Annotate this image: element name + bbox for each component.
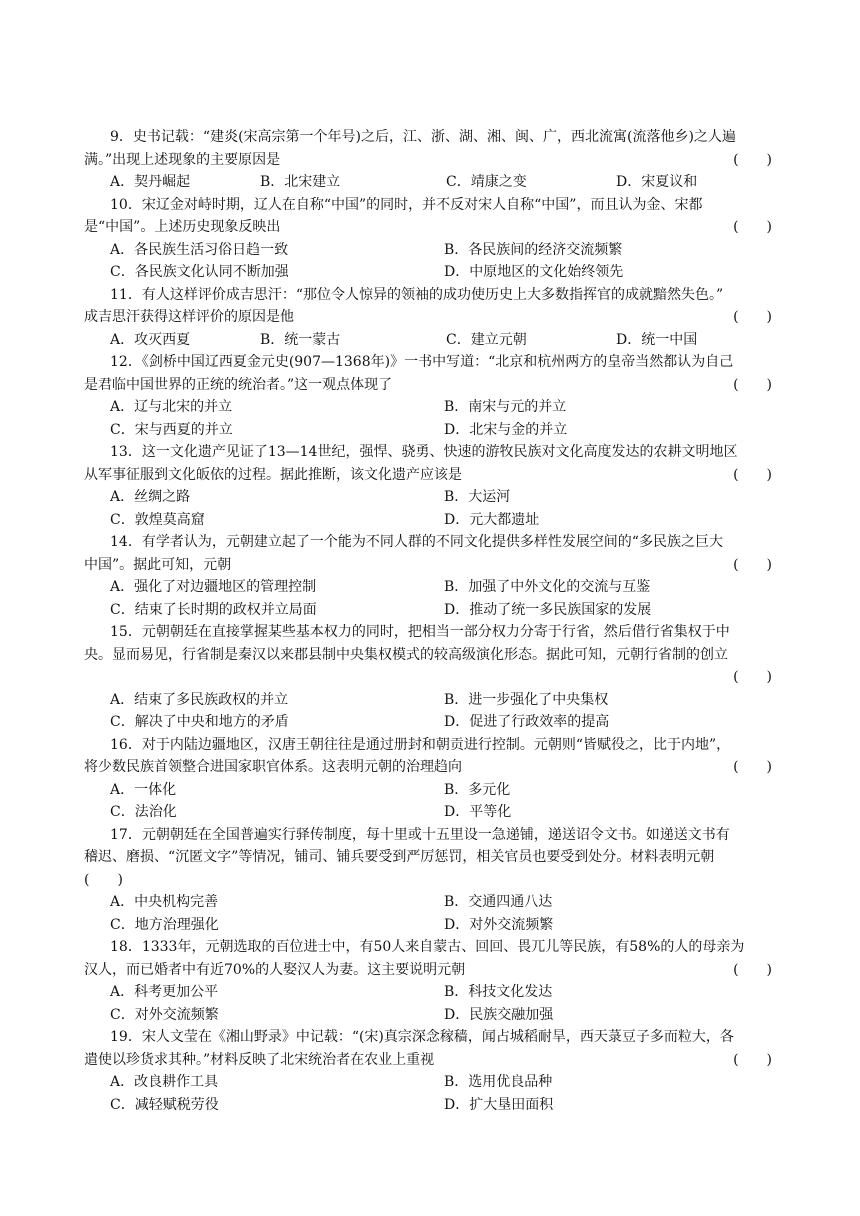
option-row <box>84 1094 778 1117</box>
answer-bracket[interactable]: ( ) <box>733 219 772 235</box>
stem-text: 16．对于内陆边疆地区，汉唐王朝往往是通过册封和朝贡进行控制。元朝则“皆赋役之，比于内地”， <box>110 736 731 753</box>
stem-text: 将少数民族首领整合进国家职官体系。这表明元朝的治理趋向 <box>84 759 462 775</box>
question-stem-line <box>84 441 778 464</box>
question-14 <box>84 531 778 621</box>
answer-bracket[interactable]: ( ) <box>733 309 772 325</box>
question-stem-line <box>84 1026 778 1049</box>
option-row <box>84 396 778 419</box>
stem-text: 中国”。据此可知，元朝 <box>84 556 232 573</box>
option-a[interactable]: A．强化了对边疆地区的管理控制 <box>110 579 317 595</box>
option-row <box>84 891 778 914</box>
option-d[interactable]: D．扩大垦田面积 <box>444 1096 554 1113</box>
option-c[interactable]: C．各民族文化认同不断加强 <box>110 264 289 280</box>
question-stem-line <box>84 284 778 307</box>
question-stem-line <box>84 1049 778 1072</box>
option-c[interactable]: C．宋与西夏的并立 <box>110 421 233 438</box>
question-stem-line <box>84 306 778 329</box>
option-a[interactable]: A．科考更加公平 <box>110 984 219 1000</box>
option-d[interactable]: D．宋夏议和 <box>616 174 698 190</box>
option-row <box>84 419 778 442</box>
question-stem-line <box>84 666 778 689</box>
question-17 <box>84 824 778 937</box>
question-10 <box>84 194 778 284</box>
question-stem-line <box>84 554 778 577</box>
question-stem-line <box>84 734 778 757</box>
question-stem-line <box>84 824 778 847</box>
question-stem-line <box>84 959 778 982</box>
stem-text: 央。显而易见，行省制是秦汉以来郡县制中央集权模式的较高级演化形态。据此可知，元朝行省制的创立 <box>84 646 728 663</box>
question-19 <box>84 1026 778 1116</box>
option-b[interactable]: B．多元化 <box>444 781 511 798</box>
answer-bracket[interactable]: ( ) <box>733 556 772 573</box>
option-c[interactable]: C．地方治理强化 <box>110 916 219 933</box>
question-stem-line <box>84 869 778 892</box>
option-row <box>84 689 778 712</box>
question-stem-line <box>84 531 778 554</box>
option-d[interactable]: D．推动了统一多民族国家的发展 <box>444 601 652 618</box>
option-a[interactable]: A．各民族生活习俗日趋一致 <box>110 241 289 258</box>
option-c[interactable]: C．结束了长时期的政权并立局面 <box>110 601 317 618</box>
option-b[interactable]: B．加强了中外文化的交流与互鉴 <box>444 579 651 595</box>
stem-text: 汉人，而已婚者中有近70%的人娶汉人为妻。这主要说明元朝 <box>84 961 466 978</box>
option-row <box>84 779 778 802</box>
option-row <box>84 171 778 194</box>
option-c[interactable]: C．减轻赋税劳役 <box>110 1096 219 1113</box>
stem-text: 是“中国”。上述历史现象反映出 <box>84 219 281 235</box>
stem-text: 从军事征服到文化皈依的过程。据此推断，该文化遗产应该是 <box>84 466 462 483</box>
option-b[interactable]: B．各民族间的经济交流频繁 <box>444 241 623 258</box>
option-row <box>84 486 778 509</box>
option-a[interactable]: A．一体化 <box>110 781 177 798</box>
option-a[interactable]: A．契丹崛起 <box>110 174 191 190</box>
option-row <box>84 801 778 824</box>
option-row <box>84 1071 778 1094</box>
option-a[interactable]: A．改良耕作工具 <box>110 1074 219 1090</box>
option-d[interactable]: D．平等化 <box>444 804 512 820</box>
answer-bracket[interactable]: ( ) <box>733 466 772 483</box>
stem-text: 13．这一文化遗产见证了13—14世纪，强悍、骁勇、快速的游牧民族对文化高度发达的农耕文明地区 <box>110 444 738 460</box>
option-a[interactable]: A．辽与北宋的并立 <box>110 399 233 415</box>
option-a[interactable]: A．丝绸之路 <box>110 489 191 505</box>
stem-text: 成吉思汗获得这样评价的原因是他 <box>84 309 294 325</box>
option-d[interactable]: D．促进了行政效率的提高 <box>444 714 610 730</box>
stem-text: 17．元朝朝廷在全国普遍实行驿传制度，每十里或十五里设一急递铺，递送诏令文书。如递送文书有 <box>110 826 730 843</box>
stem-text: 12．《剑桥中国辽西夏金元史(907—1368年)》一书中写道：“北京和杭州两方的皇帝当然都认为自己 <box>110 354 734 370</box>
option-row <box>84 1004 778 1027</box>
option-row <box>84 261 778 284</box>
option-d[interactable]: D．中原地区的文化始终领先 <box>444 264 624 280</box>
option-b[interactable]: B．北宋建立 <box>260 174 341 190</box>
answer-bracket[interactable]: ( ) <box>733 151 772 168</box>
option-d[interactable]: D．对外交流频繁 <box>444 916 554 933</box>
option-b[interactable]: B．统一蒙古 <box>260 331 341 348</box>
stem-text: 19．宋人文莹在《湘山野录》中记载：“(宋)真宗深念稼穑，闻占城稻耐旱，西天菉豆子多而粒大，各 <box>110 1029 734 1045</box>
stem-text: 18．1333年，元朝选取的百位进士中，有50人来自蒙古、回回、畏兀儿等民族，有58%的人的母亲为 <box>110 939 745 955</box>
option-b[interactable]: B．科技文化发达 <box>444 984 553 1000</box>
option-row <box>84 981 778 1004</box>
answer-bracket[interactable]: ( ) <box>733 376 772 393</box>
question-stem-line <box>84 846 778 869</box>
option-b[interactable]: B．选用优良品种 <box>444 1074 553 1090</box>
question-11 <box>84 284 778 352</box>
option-a[interactable]: A．结束了多民族政权的并立 <box>110 691 289 708</box>
option-c[interactable]: C．解决了中央和地方的矛盾 <box>110 714 289 730</box>
question-9 <box>84 126 778 194</box>
option-c[interactable]: C．靖康之变 <box>446 174 527 190</box>
question-stem-line <box>84 464 778 487</box>
question-stem-line <box>84 621 778 644</box>
answer-bracket[interactable]: ( ) <box>733 759 772 775</box>
question-sheet <box>84 126 778 1116</box>
question-16 <box>84 734 778 824</box>
stem-text: 是君临中国世界的正统的统治者。”这一观点体现了 <box>84 376 393 393</box>
option-d[interactable]: D．民族交融加强 <box>444 1006 554 1023</box>
option-row <box>84 711 778 734</box>
answer-bracket[interactable]: ( ) <box>733 669 772 685</box>
answer-bracket[interactable]: ( ) <box>733 1051 772 1068</box>
option-b[interactable]: B．南宋与元的并立 <box>444 399 567 415</box>
question-15 <box>84 621 778 734</box>
stem-text: 15．元朝朝廷在直接掌握某些基本权力的同时，把相当一部分权力分寄于行省，然后借行省集权于中 <box>110 624 730 640</box>
question-stem-line <box>84 756 778 779</box>
option-c[interactable]: C．敦煌莫高窟 <box>110 511 205 528</box>
question-stem-line <box>84 126 778 149</box>
option-d[interactable]: D．元大都遗址 <box>444 511 540 528</box>
option-d[interactable]: D．统一中国 <box>616 331 698 348</box>
option-row <box>84 239 778 262</box>
question-stem-line <box>84 374 778 397</box>
stem-text: 9．史书记载：“建炎(宋高宗第一个年号)之后，江、浙、湖、湘、闽、广，西北流寓(流落他乡)之人遍 <box>110 129 736 145</box>
option-row <box>84 914 778 937</box>
option-row <box>84 576 778 599</box>
question-12 <box>84 351 778 441</box>
option-b[interactable]: B．交通四通八达 <box>444 894 553 910</box>
question-stem-line <box>84 351 778 374</box>
option-c[interactable]: C．法治化 <box>110 804 177 820</box>
stem-text: 11．有人这样评价成吉思汗：“那位令人惊异的领袖的成功使历史上大多数指挥官的成就黯然失色。” <box>110 286 724 303</box>
answer-bracket[interactable]: ( ) <box>84 871 123 888</box>
stem-text: 稽迟、磨损、“沉匿文字”等情况，铺司、铺兵要受到严厉惩罚，相关官员也要受到处分。材料表明元朝 <box>84 849 715 865</box>
stem-text: 遣使以珍货求其种。”材料反映了北宋统治者在农业上重视 <box>84 1051 435 1068</box>
question-stem-line <box>84 194 778 217</box>
option-row <box>84 509 778 532</box>
question-stem-line <box>84 936 778 959</box>
option-c[interactable]: C．建立元朝 <box>446 331 527 348</box>
stem-text: 14．有学者认为，元朝建立起了一个能为不同人群的不同文化提供多样性发展空间的“多民族之巨大 <box>110 534 723 550</box>
question-stem-line <box>84 644 778 667</box>
option-b[interactable]: B．大运河 <box>444 489 511 505</box>
answer-bracket[interactable]: ( ) <box>733 961 772 978</box>
option-b[interactable]: B．进一步强化了中央集权 <box>444 691 609 708</box>
option-row <box>84 329 778 352</box>
question-stem-line <box>84 149 778 172</box>
option-c[interactable]: C．对外交流频繁 <box>110 1006 219 1023</box>
question-13 <box>84 441 778 531</box>
question-stem-line <box>84 216 778 239</box>
option-a[interactable]: A．攻灭西夏 <box>110 331 191 348</box>
stem-text: 10．宋辽金对峙时期，辽人在自称“中国”的同时，并不反对宋人自称“中国”，而且认为金、宋都 <box>110 196 703 213</box>
option-row <box>84 599 778 622</box>
stem-text: 满。”出现上述现象的主要原因是 <box>84 151 281 168</box>
question-18 <box>84 936 778 1026</box>
option-a[interactable]: A．中央机构完善 <box>110 894 219 910</box>
option-d[interactable]: D．北宋与金的并立 <box>444 421 568 438</box>
